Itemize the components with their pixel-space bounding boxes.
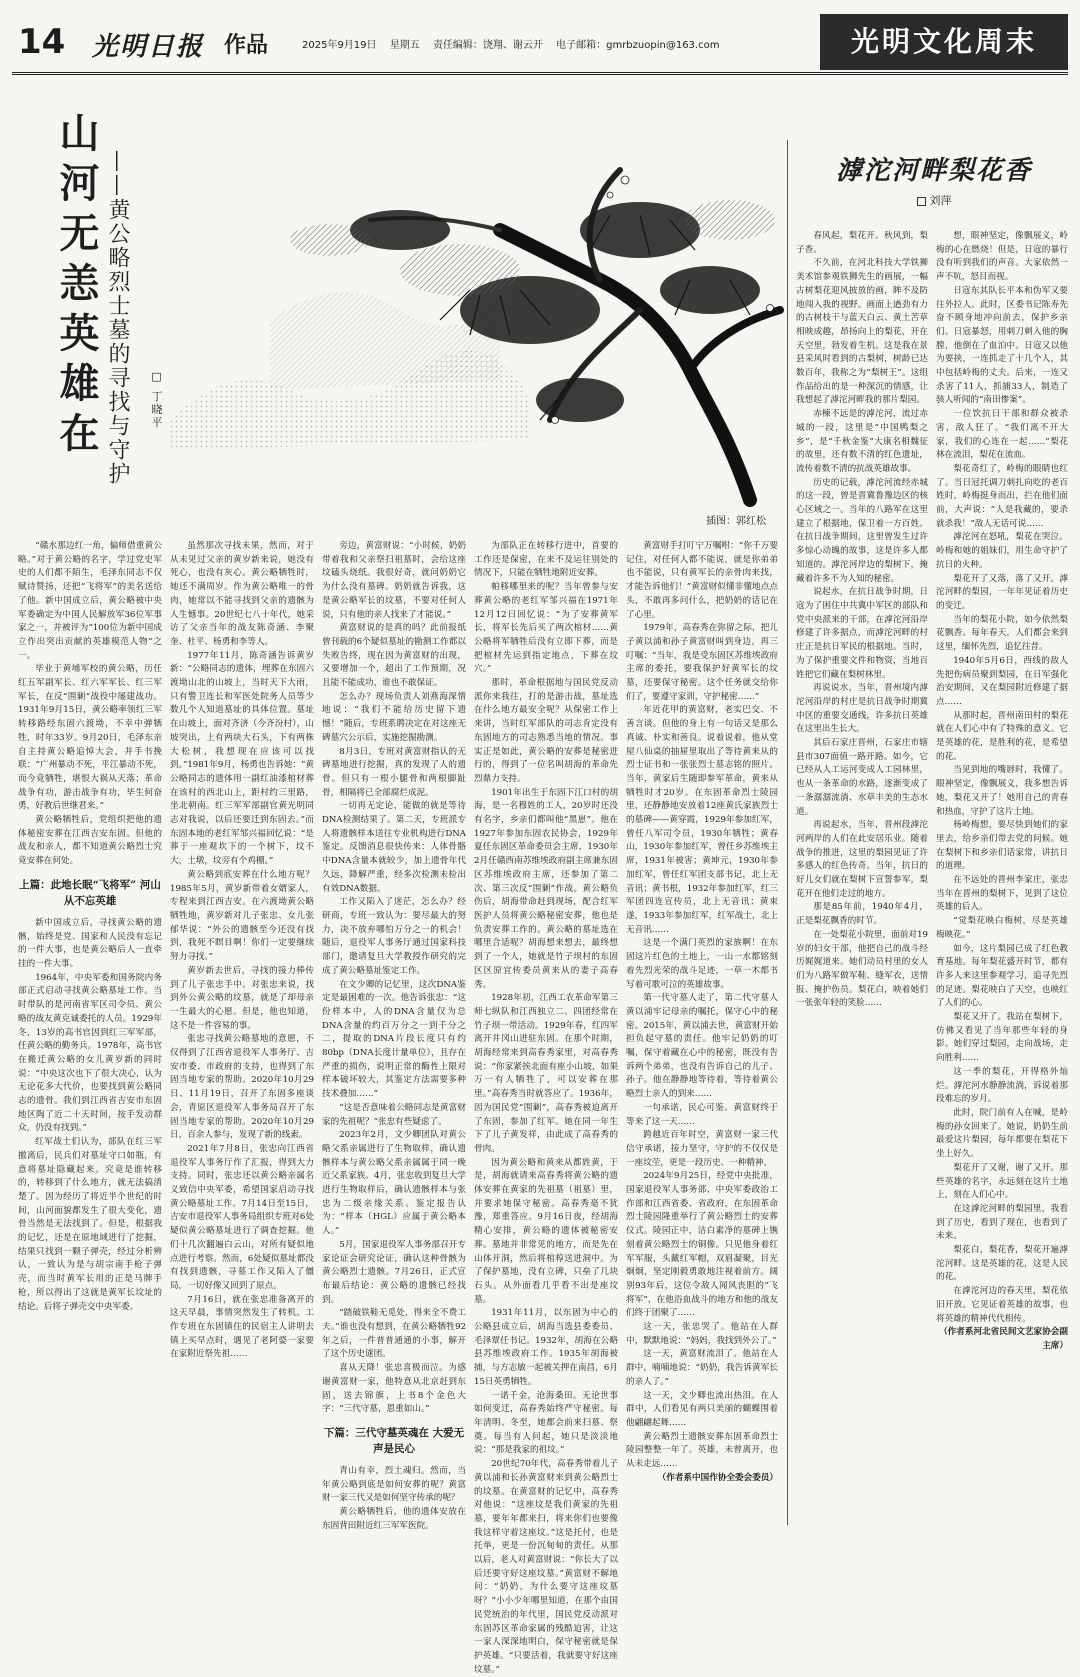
- paragraph: 1979年，高春秀在弥留之际，把儿子黄以浦和孙子黄富财叫到身边，再三叮嘱：“当年，我是受东固区苏维埃政府主席的委托，要我保护好黄军长的坟墓，还要保守秘密。这个任务就交给你们了，要遵守家训，守护秘密……”: [626, 623, 778, 702]
- right-article-title: 滹沱河畔梨花香: [835, 156, 1032, 186]
- paragraph: 青山有幸，烈土魂归。然而，当年黄公略到底是如何安葬的呢？黄富财一家三代又是如何坚守传承的呢？: [322, 1466, 466, 1504]
- byline-square-icon: [917, 197, 926, 206]
- paragraph: 那是85年前，1940年4月，正是梨花飘香的时节。: [796, 902, 928, 927]
- paragraph: 2024年9月25日，经党中央批准，国家退役军人事务部、中央军委政治工作部和江西省委、省政府，在东固革命烈士陵园隆重举行了黄公略烈士的安葬仪式。陵园正中，洁白素净的墓碑上镌刻着黄公略烈士的铜像。只见他身着红军军服，头戴红军帽，双眉凝聚，目光炯炯，坚定刚毅勇敢地注视着前方。阔别93年后，这位令敌人闻风丧胆的“飞将军”，在他浴血战斗的地方和他的战友们终于团聚了……: [626, 1171, 778, 1319]
- paragraph: 日寇东其队长平本和伪军又要往外拉人。此时，区委书记陈寿先奋不顾身地冲向前去，保护乡亲们。日寇暴怒，用刺刀刺入他的胸膛，他倒在了血泊中。日寇又以他为要挟，一连抓走了十几个人，其中包括岭梅的丈夫。后来，一连又杀害了11人，抓捕33人，制造了骇人听闻的“南田惨案”。: [936, 285, 1068, 406]
- paragraph: 帕移哪里来的呢？当年曾参与安葬黄公略的老红军邹兴福在1971年12月12日回忆说：“为了安葬黄军长，将军长先后买了两次棺材……黄公略将军牺牲后没有立即下葬，而是把棺材先运到指定地点，下葬在坟穴。”: [474, 582, 618, 675]
- illustration-caption: 插图：郭红松: [706, 516, 766, 527]
- paragraph: 在这滹沱河畔的梨园里，我看到了历史，看到了现在，也看到了未来。: [936, 1203, 1068, 1242]
- newspaper-name: 光明日报: [92, 32, 205, 62]
- paragraph: 工作又陷入了迷茫，怎么办？经研商，专班一致认为：要尽最大的努力，决不放弃哪怕万分之一的机会！随后，退役军人事务厅通过国家科技部门，邀请复旦大学教授作研究的完成了黄公略墓址鉴定工作。: [322, 897, 466, 976]
- paragraph: 这是一个满门英烈的家族啊！在东固这片红色的土地上，一山一水都铭刻着先烈光荣的战斗足迹，一草一木都书写着可歌可泣的英雄故事。: [626, 938, 778, 990]
- paragraph: 喜从天降！张忠喜极而泣。为感谢黄富财一家，他特意从北京赶到东固，送去锦旗，上书8个金色大字：“三代守墓，恩重如山。”: [322, 1363, 466, 1415]
- paragraph: 如今，这片梨园已成了红色教育基地。每年梨花盛开时节，都有许多人来这里参观学习，追寻先烈的足迹。梨花映白了天空，也映红了人们的心。: [936, 943, 1068, 1009]
- paragraph: 1928年初，江西工农革命军第三师七纵队和江西独立二、四团经常在竹子坝一带活动。1929年春，红四军离开井冈山进驻东固。在那个时期，胡海经常来到高春秀家里，对高春秀说：“你家紧挨北面有座小山坡，如果万一有人牺牲了，可以安葬在那里。”高春秀当时就答应了。1936年，因为国民党“围剿”，高春秀被迫离开了东固，参加了红军。她在同一年生下了儿子黄发祥，由此成了高春秀的骨肉。: [474, 993, 618, 1154]
- paragraph: 1901年出生于东固下江口村的胡海，是一名穆姓的工人，20岁时还没有名字，乡亲们都叫他“黑崽”。他在1927年参加东固农民协会，1929年夏任东固区革命委员会主席，1930年2月任赣西南苏维埃政府副主席兼东固区苏维埃政府主席，还参加了第二次、第三次反“围剿”作战。黄公略负伤后，胡海带命赶到现场，配合红军医护人员将黄公略秘密安葬，他也是负责安葬工作的。黄公略的墓址选在哪里合适呢？胡海想来想去，最终想到了一个人，她就是竹子坝村的东固区区原宜传委员黄来从的妻子高春秀。: [474, 787, 618, 990]
- ink-painting-illustration: [170, 120, 790, 520]
- paragraph: 2023年2月，文少卿团队对黄公略父系亲属进行了生物取样，确认遗骸样本与黄公略父系亲属属于同一晚近父系家族。4月，张忠收到复旦大学进行生物取样后，确认遗骸样本与张忠为二级亲缘关系。鉴定报告认为：“样本（HGL）应属于黄公略本人。”: [322, 1130, 466, 1237]
- issue-meta: [302, 36, 729, 51]
- paragraph: 梨花开了又落，落了又开。滹沱河畔的梨园，一年年见证着历史的变迁。: [936, 573, 1068, 611]
- paragraph: 虽然那次寻找未果，然而，对于从未见过父亲的黄岁新来说，她没有死心，也没有灰心。黄公略牺牲时，她还不满周岁。作为黄公略唯一的骨肉，她常以不能寻找到父亲的遗骸为人生憾事。20世纪七八十年代，她采访了父亲当年的战友陈奇涵、李聚奎、杜平、杨勇和李等人。: [170, 541, 314, 647]
- left-article-credit: （作者系中国作协全委会委员）: [657, 1472, 778, 1483]
- left-article-column-4: [474, 540, 618, 1675]
- left-article-title: 山河无恙英雄在: [53, 112, 100, 462]
- left-article-column-5: [626, 540, 778, 1525]
- paragraph: 梨花白，梨花香，梨花开遍滹沱河畔。这是英雄的花，这是人民的花。: [936, 1245, 1068, 1283]
- paragraph: 赤楝不远是的滹沱河，流过赤城的一段，这里是“中国鸭梨之乡”，是“千秋金鉴”大康名相魏征的故里，还有数不清的红色遗址，流传着数不清的抗战英雄故事。: [796, 409, 928, 474]
- paragraph: 想，眼神坚定，像飘展义，岭梅的心在燃烧！但是，日寇的暴行没有听到我们的声音。大家依然一声不吭，怒目而视。: [936, 231, 1068, 283]
- masthead: [12, 14, 1068, 75]
- paragraph: 其后石家庄晋州，石家庄市辖县市307面值一路开路。如今，它已经从人工运河变成人工园林里，也从一条革命的水路，逐渐变成了一条潺潺流淌、水草丰美的生态水道。: [796, 738, 928, 817]
- paragraph: 当年的梨花小院，如今依然梨花飘香。每年春天，人们都会来到这里，缅怀先烈，追忆往昔。: [936, 614, 1068, 653]
- weekly-section-title: 光明文化周末: [820, 14, 1068, 70]
- paragraph: 怎么办？现场负责人刘燕海深情地说：“我们不能给历史留下遗憾！”随后，专班系聘决定在对这座无碑墓穴公示后，实施挖掘勘测。: [322, 691, 466, 743]
- paragraph: 再说起水，当年，晋州段滹沱河两岸的人们在此安居乐业。随着战争的推进，这里的梨园见证了许多感人的红色传奇。当年，抗日的好儿女们就在梨树下宣誓参军，梨花开在他们走过的地方。: [796, 820, 928, 899]
- column-divider: [787, 140, 788, 1525]
- responsible-editors: 责任编辑：饶翔、谢云开: [432, 40, 543, 51]
- paragraph: 这一季的梨花，开得格外灿烂。滹沱河水静静流淌，诉说着那段难忘的岁月。: [936, 1066, 1068, 1105]
- paragraph: 黄公略牺牲后，他的遗体安放在东固背田附近红三军军医院。: [322, 1507, 466, 1531]
- right-article-credit: （作者系河北省民间文艺家协会副主席）: [939, 1327, 1068, 1351]
- issue-weekday: 星期五: [389, 40, 420, 51]
- paragraph: 张忠寻找黄公略墓地的意愿，不仅得到了江西省退役军人事务厅、吉安市委、市政府的支持，也得到了东固当地专家的帮助。2020年10月29日、11月19日，召开了东固多座谈会，青原区退役军人事务局召开了东固当地专家的帮助。2020年10月29日，百余人参与，发现了新的线索。: [170, 1034, 314, 1141]
- paragraph: 这一天，张忠哭了。他站在人群中，默默地说：“妈妈，我找到外公了。”: [626, 1322, 778, 1346]
- paragraph: 1964年，中央军委和国务院内务部正式启动寻找黄公略墓址工作。当时带队的是河南省军区司令员、黄公略的战友黄克诚委托的人员。1929年冬，13岁的高书官因到红三军军部，任黄公略的勤务兵。1978年，高书官在搬迁黄公略的女儿黄岁新的同时说：“中央这次也下了很大决心，认为无论花多大代价，也要找到黄公略同志的遗骨。我们到江西省吉安市东固地区陶了近二十天时间，按手发动群众，仍没有找到。”: [18, 972, 162, 1134]
- paragraph: 滹沱河在怒吼，梨花在哭泣。岭梅和她的姐妹们，用生命守护了抗日的火种。: [936, 532, 1068, 570]
- paragraph: 在文少卿的记忆里，这次DNA鉴定是最困难的一次。他告诉张忠：“这份样本中，人的DNA含量仅为总DNA含量的约百万分之一到千分之二，提取的DNA片段长度只有约80bp（DNA长度计量单位），且存在严重的损伤，说明正常的酶性上限对样本破坏较大，其鉴定方法需要多种技术叠加……”: [322, 979, 466, 1100]
- paragraph: 不久前，在河北科技大学铁狮美术馆参观铁狮先生的画展，一幅古树梨花迎风披放的画，眸不及防地闯入我的视野。画面上遒劲有力的古树枝干与蓝天白云、黄土苦草相映成趣，昂扬向上的梨花，开在天空里，勃发着生机。这是我在景县采风时看到的古梨树，树龄已达数百年，我称之为“梨树王”。这组作品给出的是一种深沉的情感，让我想起了滹沱河畔我的那片梨园。: [796, 258, 928, 406]
- paragraph: 当见到地的嘴唇时，我懂了。眼神坚定，像飘展义，我多想告诉她，梨花又开了！她用自己的青春和热血，守护了这片土地。: [936, 765, 1068, 817]
- paragraph: 黄公略烈士遗骸安葬东固革命烈士陵园整整一年了。英雄，未曾离开，也从未走远……: [626, 1431, 778, 1470]
- paragraph: 在滹沱河边的春天里，梨花依旧开放。它见证着英雄的故事，也将英雄的精神代代相传。: [936, 1286, 1068, 1324]
- paragraph: 梨花奇红了，岭梅的眼睛也红了。当日冠托调刀刺扎向吃的老百姓时，岭梅挺身而出，拦在他们面前，大声说：“人是我藏的，要杀就杀我！”敌人无话可说……: [936, 463, 1068, 529]
- paragraph: 历史的记载，滹沱河流经赤城的这一段，曾是晋冀鲁豫边区的核心区域之一。当年的八路军在这里建立了根据地，保卫着一方百姓。在抗日战争期间，这里曾发生过许多惊心动魄的故事，这是许多人都知道的。滹沱河岸边的梨树下，掩藏着许多不为人知的秘密。: [796, 477, 928, 584]
- contact-email: 电子邮箱：gmrbzuopin@163.com: [556, 40, 720, 51]
- right-article-column-2: [936, 230, 1068, 1525]
- paragraph: 新中国成立后，寻找黄公略的遗骸，始终是党、国家和人民没有忘记的一件大事，也是黄公略后人一直牵挂的一件大事。: [18, 917, 162, 969]
- paragraph: 黄岁新去世后，寻找的接力棒传到了儿子张忠手中。对张忠来说，找到外公黄公略的坟墓，就是了却母亲一生最大的心愿。但是，他也知道，这不是一件容易的事。: [170, 965, 314, 1031]
- paragraph: 一诺千金，沧海桑田。无论世事如何变迁，高春秀始终严守秘密。每年清明、冬至，她都会前来扫墓、祭奠。每当有人问起，她只是淡淡地说：“那是我家的祖坟。”: [474, 1390, 618, 1456]
- paragraph: 为部队正在转移行进中，首要的工作还是保密，在来不及运往别处的情况下，只能在牺牲地附近安葬。: [474, 541, 618, 579]
- paragraph: 旁边，黄富财说：“小时候，奶奶带着我和父亲祭扫祖墓时，会给这座坟磕头烧纸。我很好奇，就问奶奶它为什么没有墓碑。奶奶就告诉我，这是黄公略军长的坟墓，不要对任何人说，只有他的亲人找来了才能说。”: [322, 541, 466, 620]
- paragraph: 1931年11月，以东固为中心的公略县成立后，胡海当选县委委员、毛泽覃任书记。1932年，胡海在公略县苏维埃政府工作。1935年胡海被捕，与方志敏一起被关押在南昌，6月15日英勇牺牲。: [474, 1308, 618, 1387]
- paragraph: “踏破铁鞋无觅处，得来全不费工夫。”谁也没有想到，在黄公略牺牲92年之后，一件普普通通的小事，解开了这个历史谜团。: [322, 1308, 466, 1360]
- left-article-author: □ 丁晓平: [150, 370, 163, 430]
- paragraph: 5月，国家退役军人事务部召开专家论证会研究论证，确认这种骨骸为黄公略烈士遗骸。7月26日，正式宣布最后结论：黄公略的遗骸已经找到。: [322, 1239, 466, 1305]
- paragraph: 黄富财说的是真的吗？此前报纸曾刊载的6个疑似墓址的勘测工作都以失败告终，现在因为黄富财的出现，又要增加一个，超出了工作预期，况且能不能成功，谁也不敢保证。: [322, 623, 466, 689]
- paragraph: 8月3日，专班对黄富财指认的无碑墓地进行挖掘，真的发现了人的遗骨。但只有一根小腿骨和两根脚趾骨，相隔将已全部腐烂成泥。: [322, 746, 466, 798]
- paragraph: 年近花甲的黄富财，老实巴交、不善言谈。但他的身上有一句话又是那么真诚、朴实和善良。说着说着，他从堂屋八仙桌的抽屉里取出了等待黄来从的烈士证书和一张张烈士墓志铭的照片。当年，黄家后生随即参军革命，黄来从牺牲时才20岁。在东固革命烈士陵园里，还静静地安放着12座黄氏家族烈士的墓碑——黄穿霞，1929年参加红军，曾任八军司令员，1930年牺牲；黄春山，1930年参加红军，曾任乡苏维埃主席，1931年被害；黄坤元，1930年参加红军，曾任红军团支部书记，北上无音讯；黄书根，1932年参加红军，红三军团四连宣传员，北上无音讯；黄束遂，1933年参加红军，红军战士，北上无音讯……: [626, 705, 778, 935]
- left-article-subtitle: ——黄公略烈士墓的寻找与守护: [105, 150, 130, 486]
- left-article-column-3: [322, 540, 466, 1531]
- paragraph: 第一代守墓人走了，第二代守墓人黄以浦牢记母亲的嘱托，保守心中的秘密。2015年，黄以浦去世，黄富财开始担负起守墓的责任。他牢记奶奶的叮嘱，保守着藏在心中的秘密，既没有告诉两个弟弟，也没有告诉自己的儿子、孙子。他在静静地等待着，等待着黄公略烈士亲人的到来……: [626, 993, 778, 1100]
- paragraph: 说起水，在抗日战争时期，日寇为了困住中共冀中军区的部队和党中央派来的干部，在滹沱河沿岸修建了许多据点，而滹沱河畔的村庄正是抗日军民的根据地。当时，为了保护重要文件和物资，当地百姓把它们藏在梨树林里。: [796, 587, 928, 680]
- paragraph: 梨花又开了。我站在梨树下，仿佛又看见了当年那些年轻的身影。她们穿过梨园，走向战场，走向胜利……: [936, 1012, 1068, 1064]
- paragraph: 红军战士们认为，部队在红三军撤离后，民兵们对墓址守口如瓶，有意将墓址隐藏起来。究竟是谁转移的，转移到了什么地方，就无法搞清楚了。因为经历了将近半个世纪的时间，山河面貌都发生了很大变化，遗骨当然是无法找到了。但是，根据我的记忆，还是在原地域进行了挖掘，结果只找到一颗子弹壳，经过分析辨认，一致认为是与胡宗南手枪子弹壳，而当时黄军长用的正是马牌手枪，所以得出了这就是黄军长坟址的结论。后将子弹壳交中央军委。: [18, 1137, 162, 1312]
- paragraph: 1977年11月，陈奇涵告诉黄岁新：“公略同志的遗体，埋葬在东固六渡坳山北的山坡上，当时天下大雨，只有警卫连长和军医处院务人员等少数几个人知道墓址的具体位置。墓址在山坡上，面对齐济（今齐汾村），山坡突出，上有两块大石头，下有两株大松树，我想现在应该可以找到。”1981年9月，杨勇也告诉她：“黄公略同志的遗体用一副红油漆棺材葬在该村的西北山上，距村约三里路，坐北朝南。红三军军部副官黄光明同志对我说，以后还要迁到东固去。”而东固本地的老红军邹兴福回忆说：“是葬于一座观坎下的一个树下，坟不大，土墩，坟旁有个鸡棚。”: [170, 650, 314, 867]
- issue-date: 2025年9月19日: [302, 40, 377, 51]
- paragraph: 从那时起，晋州南田村的梨花就在人们心中有了特殊的意义。它是英雄的花，是胜利的花，是希望的花。: [936, 710, 1068, 762]
- paragraph: 在不远处的晋州李家庄，张忠当年在晋州的梨树下，见到了这位英雄的后人。: [936, 875, 1068, 913]
- left-article-column-1: [18, 540, 162, 1525]
- right-article-author-name: 刘萍: [929, 194, 952, 207]
- paragraph: 7月16日，就在张忠准备离开的这天早晨，事情突然发生了转机。工作专班在东固镇住的民宿主人讲明去镇上买早点时，遇见了老阿婆一家要在家附近祭先祖……: [170, 1294, 314, 1360]
- paragraph: 黄公略牺牲后，党组织把他的遗体秘密安葬在江西吉安东固。但他的战友和亲人，都不知道黄公略烈士究竟安葬在何处。: [18, 815, 162, 867]
- paragraph: 黄公略到底安葬在什么地方呢？1985年5月，黄岁新带着女婿家人，专程来到江西吉安。在六渡坳黄公略牺牲地，黄岁新对儿子张忠、女儿张郁华说：“外公的遗骸至今还没有找到，我死不瞑目啊！你们一定要继续努力寻找。”: [170, 869, 314, 963]
- section-heading-2: 下篇：三代守墓英魂在 大爱无声是民心: [323, 1427, 465, 1455]
- paragraph: “觉梨花映白梅树，尽是英雄梅映花。”: [936, 916, 1068, 940]
- paragraph: “这是否意味着公略同志是黄富财家的先祖呢？”张忠有些疑虑了。: [322, 1102, 466, 1127]
- right-article-column-1: [796, 230, 928, 1525]
- paragraph: 1940年5月6日，西线的敌人先把伤病员聚到梨园，在日军强化治安期间，又在梨园附近修建了据点……: [936, 655, 1068, 707]
- paragraph: 这一天，黄富财流泪了。他站在人群中，喃喃地说：“奶奶，我告诉黄军长的亲人了。”: [626, 1349, 778, 1387]
- paragraph: 跨越近百年时空，黄富财一家三代信守承诺，接力坚守，守护的不仅仅是一座坟茔，更是一段历史、一种精神。: [626, 1130, 778, 1168]
- paragraph: 杨岭梅想，要尽快到她们的家里去，给乡亲们带去党的问候。她在梨树下和乡亲们话家常，讲抗日的道理。: [936, 820, 1068, 872]
- left-article-author-name: 丁晓平: [150, 390, 163, 430]
- page-number: 14: [18, 22, 66, 62]
- paragraph: 这一天，文少卿也流出热泪。在人群中，人们看见有两只美丽的蝴蝶围着他翩翩起舞……: [626, 1390, 778, 1428]
- paragraph: “赣水那边红一角，偏师借重黄公略。”对于黄公略的名字，学过党史军史的人们都不陌生，毛泽东同志不仅赋诗赞扬，还把“飞将军”的美名送给了他。新中国成立后，黄公略被中央军委确定为中国人民解放军36位军事家之一，并被评为“100位为新中国成立作出突出贡献的英雄模范人物”之一。: [18, 541, 162, 661]
- paragraph: 梨花开了又谢，谢了又开。那些英雄的名字，永远刻在这片土地上，刻在人们心中。: [936, 1162, 1068, 1201]
- paragraph: 20世纪70年代，高春秀带着儿子黄以浦和长孙黄富财来到黄公略烈士的坟墓。在黄富财的记忆中，高春秀对他说：“这座坟是我们黄家的先祖墓，要年年都来扫，将来你们也要像我这样守着这座坟。”这是托付，也是托举，更是一份沉甸甸的责任。从那以后，老人对黄富财说：“你长大了以后还要守好这座坟墓。”黄富财不解地问：“奶奶，为什么要守这座坟墓呀？”小小少年哪里知道，在那个由国民党统治的年代里，国民党反动派对东固苏区革命家属的残酷迫害，让这一家人深深地明白，保守秘密就是保护英雄。“只要活着，我就要守好这座坟墓。”: [474, 1459, 618, 1675]
- paragraph: 因为黄公略和黄来从都姓黄，于是，胡海就请来高春秀将黄公略的遗体安葬在黄家的先祖墓（祖墓）里，并要求她保守秘密。高春秀毫不犹豫，郑重答应。9月16日夜，经胡海精心安排，黄公略的遗体被秘密安葬。墓地并非常见的地方，而是先在山体开洞，然后将棺椁送进洞中。为了保护墓地，没有立碑，只垒了几块石头。从外面看几乎看不出是座坟墓。: [474, 1157, 618, 1305]
- right-article-author: [800, 192, 1068, 208]
- left-article-column-2: [170, 540, 314, 1525]
- paragraph: 此时，院门前有人在喊，是岭梅的孙女回来了。她说，奶奶生前最爱这片梨园，每年都要在梨花下坐上好久。: [936, 1108, 1068, 1160]
- section-heading-1: 上篇：此地长眠“飞将军” 河山从不忘英雄: [19, 878, 161, 907]
- paragraph: 那时，革命根据地与国民党反动派你来我往，打的是游击战，墓址选在什么地方最安全呢？从保密工作上来讲，当时红军部队的司志肯定没有东固地方的司志熟悉当地的情况。事实正是如此，黄公略的安葬是秘密进行的，得到了一位名叫胡海的革命先烈鼎力支持。: [474, 678, 618, 784]
- paragraph: 2021年7月8日，张忠向江西省退役军人事务厅作了汇报，得到大力支持。同时，张忠还以黄公略亲属名义致信中央军委，希望国家启动寻找黄公略墓址工作。7月14日至15日，吉安市退役军人事务局组织专班对6处疑似黄公略墓址进行了调查挖掘。他们十几次翻遍白云山，对所有疑似地点进行考察。然而，6处疑似墓址都没有找到遗骸，寻墓工作又陷入了僵局，一切好像又回到了原点。: [170, 1143, 314, 1291]
- paragraph: 春风起，梨花开。秋风到，梨子香。: [796, 231, 928, 255]
- section-tag: 作品: [224, 33, 269, 58]
- paragraph: 一切再无定论，能做的就是等待DNA检测结果了。第二天，专班派专人将遗骸样本送往专业机构进行DNA鉴定。反馈消息很快传来：人体骨骼中DNA含量本就较少，加上遗骨年代久远，降解严重，经多次检测未检出有效DNA数据。: [322, 801, 466, 894]
- paragraph: 黄富财手打叮宁万嘱咐：“你千万要记住，对任何人都不能说，就是你弟弟也不能说，只有黄军长的亲骨肉来找，才能告诉他们！”黄富财似懂非懂地点点头，不敢再多问什么，把奶奶的话记在了心里。: [626, 541, 778, 620]
- paragraph: 再说说水，当年，晋州境内滹沱河沿岸的村庄是抗日战争时期冀中区的重要交通线，许多抗日英雄在这里出生长大。: [796, 683, 928, 735]
- paragraph: 一位饮抗日干部和群众被杀害，敌人狂了。“我们离不开大家，我们的心连在一起……”梨花林在流泪，梨花在流血。: [936, 409, 1068, 461]
- paragraph: 一句承诺，民心可鉴。黄富财终于等来了这一天……: [626, 1102, 778, 1127]
- paragraph: 在一处梨花小院里，面前对19岁的妇女干部，他把自己的战斗经历娓娓道来。她们动员村里的女人们为八路军做军鞋、缝军衣，送情报、掩护伤员。梨花白，映着她们一张张年轻的笑脸……: [796, 929, 928, 1009]
- paragraph: 毕业于黄埔军校的黄公略，历任红五军副军长、红六军军长、红三军军长，在反“围剿”战役中屡建战功。1931年9月15日，黄公略率领红三军转移路经东固六渡坳，不幸中弹牺牲，时年33岁。9月20日，毛泽东亲自主持黄公略追悼大会，并手书挽联：“广州暴动不死，平江暴动不死，而今竟牺牲，堪恨大祸从天落；革命战争有功，游击战争有功，毕生何奋勇，好教后世继君来。”: [18, 664, 162, 812]
